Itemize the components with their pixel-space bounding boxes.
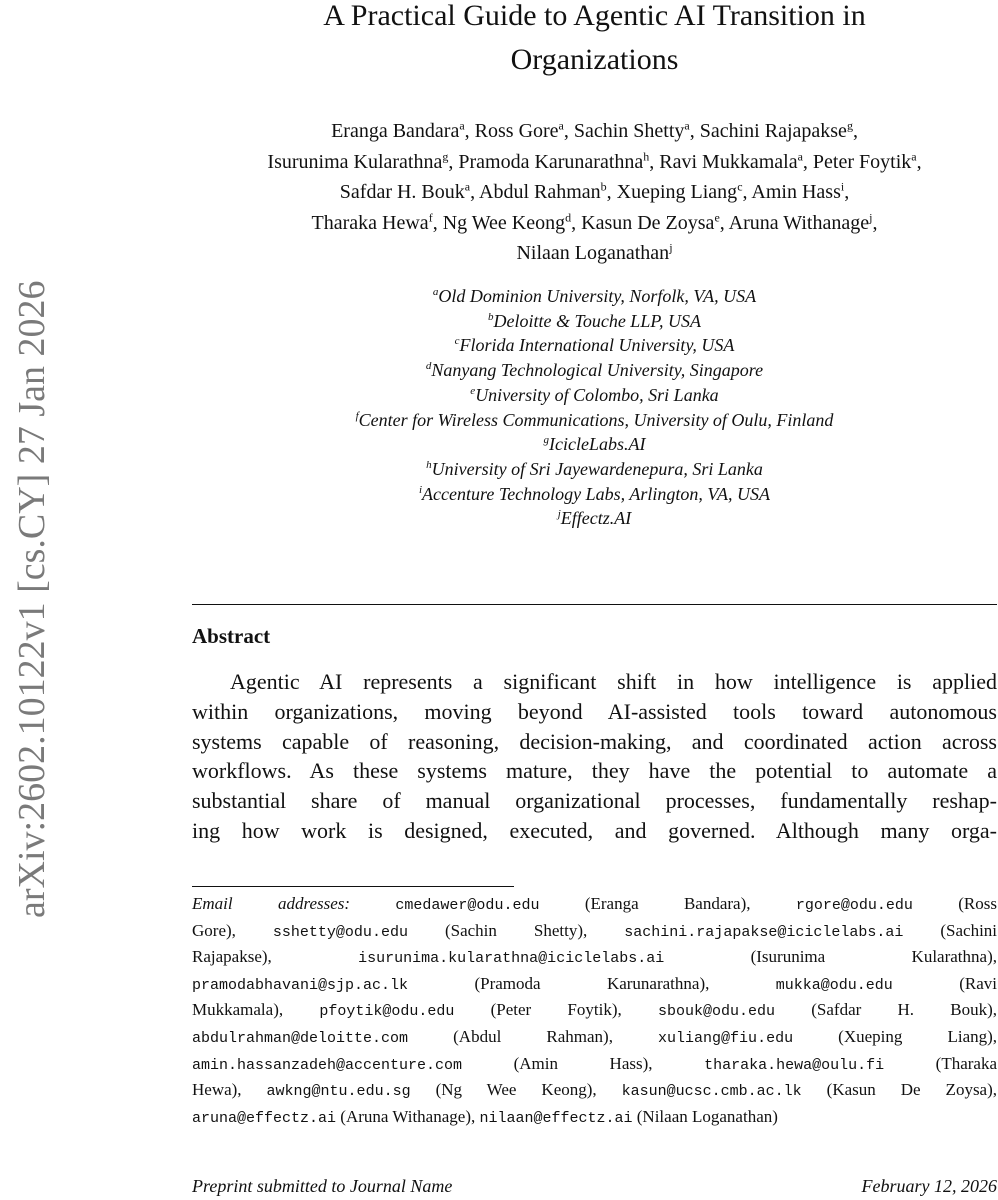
email-owner-part: Rajapakse), (192, 947, 272, 967)
author-separator: , (742, 181, 752, 203)
email-address: cmedawer@odu.edu (395, 897, 540, 914)
abstract-line: systems capable of reasoning, decision-making, and coordinated action across (192, 728, 997, 754)
footnote-line (192, 1052, 997, 1079)
affiliation (192, 482, 997, 507)
author-affiliation-mark: a (911, 148, 917, 163)
author (475, 120, 574, 142)
affiliation (192, 358, 997, 383)
email-owner: (Abdul Rahman), (453, 1026, 613, 1046)
author-separator: , (464, 120, 475, 142)
abstract-top-rule (192, 604, 997, 605)
footnote-line (192, 972, 997, 999)
affiliation-text: Effectz.AI (560, 508, 632, 529)
author-affiliation-mark: j (869, 209, 873, 224)
author-name: Ravi Mukkamala (659, 150, 798, 173)
email-address: isurunima.kularathna@iciclelabs.ai (358, 950, 665, 968)
author-name: Abdul Rahman (479, 181, 601, 203)
author (479, 181, 617, 203)
author-separator: , (719, 211, 729, 234)
author-affiliation-mark: h (643, 148, 650, 163)
author-affiliation-mark: a (797, 148, 803, 163)
email-address: sshetty@odu.edu (272, 923, 408, 941)
author-affiliation-mark: a (558, 118, 564, 133)
author-name: Tharaka Hewa (311, 211, 429, 234)
author-affiliation-mark: a (684, 118, 690, 133)
arxiv-identifier: arXiv:2602.10122v1 [cs.CY] 27 Jan 2026 (11, 280, 53, 918)
affiliation-key: h (426, 458, 432, 471)
author (700, 120, 858, 142)
email-address: tharaka.hewa@oulu.fi (704, 1056, 885, 1074)
email-owner-part: (Sachini (940, 920, 998, 940)
author-affiliation-mark: a (459, 118, 465, 133)
author-name: Ng Wee Keong (442, 211, 566, 234)
author-affiliation-mark: d (565, 209, 572, 224)
abstract-body (192, 667, 997, 846)
author-name: Safdar H. Bouk (339, 181, 465, 203)
abstract-line: ing how work is designed, executed, and governed. Although many orga- (192, 817, 997, 843)
author-name: Ross Gore (474, 120, 559, 142)
email-owner: (Amin Hass), (513, 1053, 653, 1073)
title-line-2: Organizations (510, 43, 679, 76)
email-owner: (Isurunima Kularathna), (750, 947, 997, 967)
author-separator: , (470, 181, 479, 203)
author-affiliation-mark: f (428, 209, 433, 224)
author-name: Sachin Shetty (573, 120, 685, 142)
author (812, 148, 922, 173)
footnote-rule (192, 886, 514, 887)
affiliation (192, 284, 997, 309)
author (617, 181, 752, 203)
email-address: sbouk@odu.edu (657, 1003, 776, 1021)
author (728, 209, 878, 234)
footnote-line (192, 945, 997, 972)
author (458, 148, 660, 173)
footnote-line (192, 1105, 997, 1132)
affiliation-key: c (454, 335, 460, 348)
email-owner: (Ng Wee Keong), (435, 1080, 597, 1100)
email-owner: (Aruna Withanage), (340, 1106, 476, 1126)
author-affiliation-mark: i (840, 179, 845, 194)
email-owner-part: Mukkamala), (192, 1000, 284, 1020)
author-affiliation-mark: c (737, 179, 743, 194)
email-address: abdulrahman@deloitte.com (192, 1029, 409, 1047)
author-separator: , (563, 120, 574, 142)
author-separator: , (448, 150, 459, 173)
email-owner-part: Gore), (192, 920, 236, 940)
abstract-line: Agentic AI represents a significant shift in how intelligence is applied (230, 669, 997, 694)
author-separator: , (852, 120, 858, 142)
email-address: sachini.rajapakse@iciclelabs.ai (624, 923, 904, 941)
author-affiliation-mark: a (464, 179, 471, 194)
email-address: pramodabhavani@sjp.ac.lk (192, 976, 409, 994)
affiliation (192, 408, 997, 433)
email-address: kasun@ucsc.cmb.ac.lk (621, 1083, 802, 1101)
author-name: Sachini Rajapakse (699, 120, 847, 142)
author-name: Isurunima Kularathna (267, 150, 443, 173)
author-name: Pramoda Karunarathna (458, 150, 644, 173)
affiliation-key: a (432, 286, 439, 298)
author-separator: , (606, 181, 617, 203)
affiliation (192, 457, 997, 482)
affiliation-key: i (418, 483, 423, 496)
abstract-line: workflows. As these systems mature, they have the potential to automate a (192, 758, 997, 784)
author-affiliation-mark: g (442, 148, 449, 163)
author (516, 242, 672, 264)
affiliation-text: Florida International University, USA (459, 335, 735, 356)
affiliation-key: d (425, 360, 432, 373)
footnote-line (192, 998, 997, 1025)
email-address: nilaan@effectz.ai (479, 1109, 633, 1127)
footnote-line (192, 1025, 997, 1052)
footer-date: February 12, 2026 (861, 1176, 997, 1196)
email-footnote (192, 892, 997, 1131)
author-separator: , (916, 150, 922, 173)
author (340, 181, 479, 203)
affiliation-key: e (470, 384, 476, 397)
affiliation-text: Center for Wireless Communications, University of Oulu, Finland (358, 409, 834, 430)
affiliation-text: IcicleLabs.AI (549, 434, 646, 455)
author-list (192, 116, 997, 269)
footnote-line (192, 1078, 997, 1105)
affiliation-text: University of Colombo, Sri Lanka (475, 384, 719, 405)
email-owner: (Eranga Bandara), (584, 894, 751, 913)
footnote-line (192, 919, 997, 946)
author (751, 181, 849, 203)
affiliation-text: Accenture Technology Labs, Arlington, VA, USA (422, 483, 771, 504)
affiliation-text: Nanyang Technological University, Singapore (431, 360, 764, 381)
author-name: Xueping Liang (616, 181, 738, 203)
author-name: Kasun De Zoysa (581, 211, 715, 234)
email-owner: (Pramoda Karunarathna), (474, 973, 710, 993)
email-address: xuliang@fiu.edu (658, 1029, 794, 1047)
email-owner-part: Hewa), (192, 1080, 242, 1100)
paper-title (192, 0, 997, 82)
affiliation (192, 333, 997, 358)
email-owner: (Peter Foytik), (490, 1000, 622, 1020)
author-separator: , (571, 211, 582, 234)
author-separator: , (844, 181, 850, 203)
author-affiliation-mark: e (714, 209, 720, 224)
affiliation (192, 432, 997, 457)
abstract-line: substantial share of manual organizational processes, fundamentally reshap- (192, 788, 997, 814)
affiliation (192, 506, 997, 531)
affiliation-text: Deloitte & Touche LLP, USA (493, 310, 701, 331)
email-address: amin.hassanzadeh@accenture.com (192, 1056, 463, 1074)
author-name: Nilaan Loganathan (516, 242, 670, 264)
author-separator: , (872, 211, 878, 234)
affiliation-key: j (557, 508, 561, 521)
author (581, 209, 729, 234)
author-separator: , (432, 211, 443, 234)
affiliation-text: University of Sri Jayewardenepura, Sri Lanka (431, 458, 763, 479)
email-owner-part: (Tharaka (935, 1053, 998, 1073)
email-owner: (Xueping Liang), (838, 1026, 998, 1046)
author-affiliation-mark: g (846, 118, 853, 133)
email-address: mukka@odu.edu (775, 976, 893, 994)
footer-preprint-note: Preprint submitted to Journal Name (192, 1176, 453, 1196)
affiliation-list (192, 284, 997, 531)
title-line-1: A Practical Guide to Agentic AI Transition in (323, 0, 866, 32)
author-name: Aruna Withanage (728, 211, 870, 234)
footnote-line (192, 892, 997, 919)
email-owner-part: (Ross (958, 894, 997, 913)
affiliation-text: Old Dominion University, Norfolk, VA, USA (438, 286, 757, 306)
author-name: Amin Hass (751, 181, 841, 203)
abstract-line: within organizations, moving beyond AI-assisted tools toward autonomous (192, 698, 997, 724)
author-affiliation-mark: j (669, 240, 673, 255)
author-separator: , (689, 120, 700, 142)
affiliation (192, 383, 997, 408)
abstract-heading: Abstract (192, 624, 271, 648)
author (659, 148, 813, 173)
email-owner: (Safdar H. Bouk), (811, 1000, 998, 1020)
affiliation-key: g (543, 434, 550, 447)
affiliation-key: f (355, 409, 359, 422)
affiliation-key: b (487, 310, 494, 323)
email-address: awkng@ntu.edu.sg (266, 1083, 411, 1101)
author-separator: , (649, 150, 660, 173)
email-owner-part: (Ravi (959, 973, 997, 993)
author-name: Eranga Bandara (331, 120, 460, 142)
author-name: Peter Foytik (812, 150, 912, 173)
email-owner: (Nilaan Loganathan) (636, 1106, 778, 1126)
affiliation (192, 309, 997, 334)
email-owner: (Kasun De Zoysa), (826, 1080, 998, 1100)
author (311, 209, 443, 234)
author (442, 209, 582, 234)
email-address: rgore@odu.edu (795, 897, 913, 914)
author (574, 120, 700, 142)
email-address: aruna@effectz.ai (192, 1109, 337, 1127)
email-owner: (Sachin Shetty), (444, 920, 588, 940)
author (267, 148, 459, 173)
author-affiliation-mark: b (600, 179, 607, 194)
author (331, 120, 475, 142)
author-separator: , (802, 150, 813, 173)
email-address: pfoytik@odu.edu (319, 1003, 455, 1021)
footnote-label: Email addresses: (192, 894, 351, 913)
